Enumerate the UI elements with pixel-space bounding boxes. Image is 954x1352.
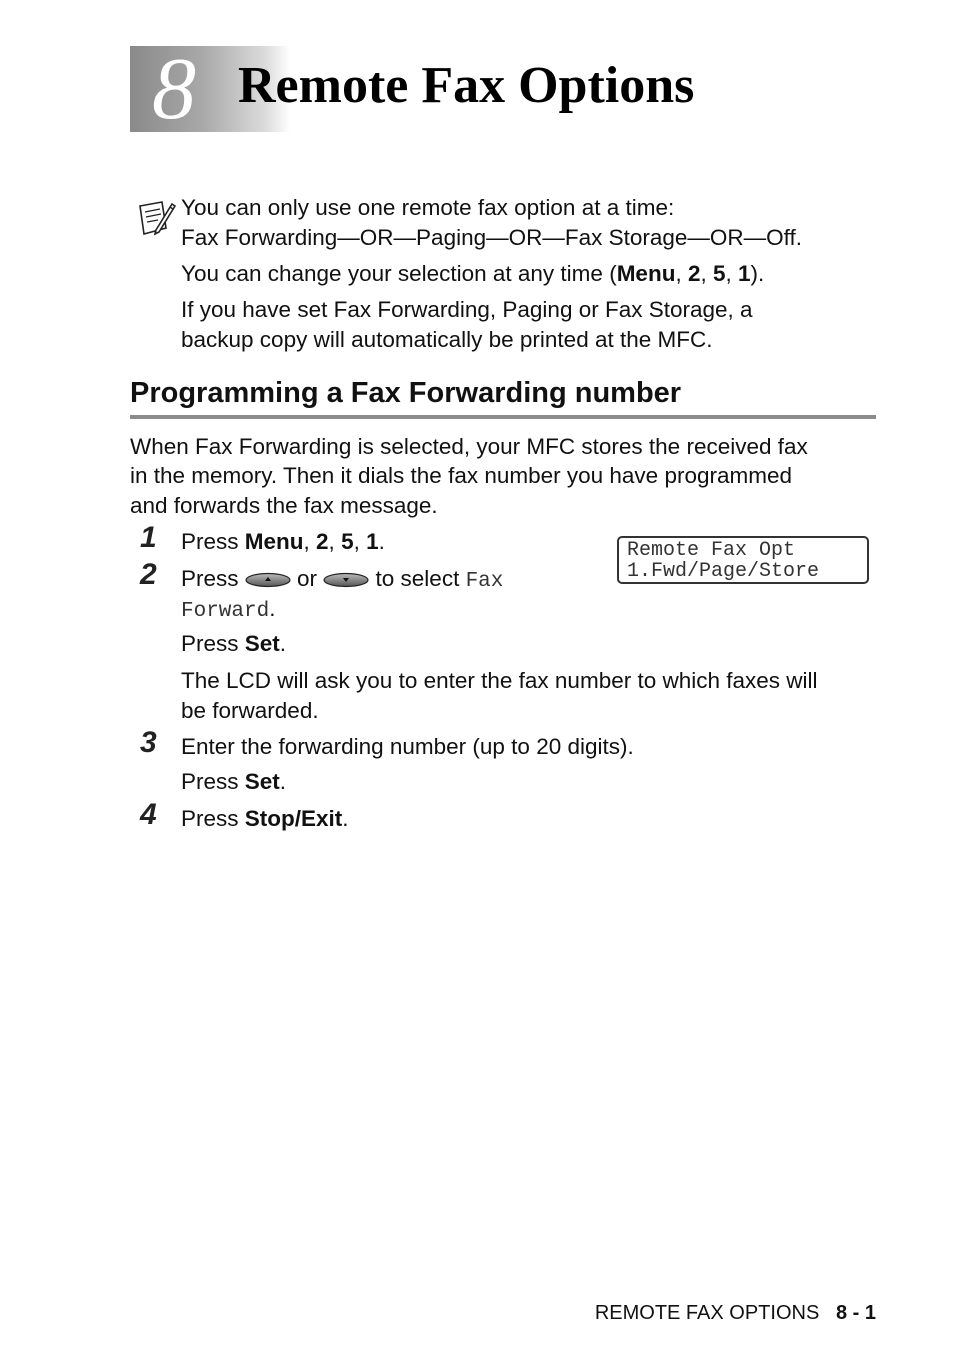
step-3-press-set: Press Set. [181, 769, 287, 794]
note-backup-line-1: If you have set Fax Forwarding, Paging or Fax Storage, a [181, 297, 753, 322]
page-footer [595, 1300, 876, 1326]
step-number-2: 2 [140, 558, 157, 591]
note-line-1: You can only use one remote fax option at a time: [181, 195, 675, 220]
step-number-4: 4 [140, 798, 157, 831]
intro-line-2: in the memory. Then it dials the fax number you have programmed [130, 463, 792, 488]
intro-line-1: When Fax Forwarding is selected, your MFC stores the received fax [130, 434, 808, 459]
chapter-title: Remote Fax Options [238, 57, 695, 114]
down-arrow-button-icon [323, 572, 369, 588]
step-number-1: 1 [140, 521, 157, 554]
step-4-text: Press Stop/Exit. [181, 806, 349, 831]
lcd-line-2: 1.Fwd/Page/Store [627, 560, 820, 583]
step-2-press-set: Press Set. [181, 631, 287, 656]
step-number-3: 3 [140, 726, 157, 759]
footer-page-number: 8 - 1 [835, 1302, 876, 1324]
note-change-selection: You can change your selection at any time (Menu, 2, 5, 1). [181, 261, 765, 286]
intro-line-3: and forwards the fax message. [130, 493, 438, 518]
step-2-lcd-ask-line-1: The LCD will ask you to enter the fax number to which faxes will [181, 668, 818, 693]
footer-label: REMOTE FAX OPTIONS [594, 1302, 820, 1324]
step-2-lcd-ask-line-2: be forwarded. [181, 698, 319, 723]
note-line-2: Fax Forwarding—OR—Paging—OR—Fax Storage—OR—Off. [181, 225, 803, 250]
step-1-text: Press Menu, 2, 5, 1. [181, 529, 385, 554]
note-backup-line-2: backup copy will automatically be printed at the MFC. [181, 327, 713, 352]
lcd-display [617, 536, 869, 584]
section-heading: Programming a Fax Forwarding number [130, 377, 682, 409]
lcd-line-1: Remote Fax Opt [627, 539, 796, 562]
up-arrow-button-icon [245, 572, 291, 588]
step-2-text: Press or to select Fax [181, 566, 504, 593]
section-divider [130, 415, 876, 419]
step-2-option-continued: Forward. [181, 596, 276, 623]
note-pencil-icon [136, 198, 176, 240]
step-3-text: Enter the forwarding number (up to 20 digits). [181, 734, 634, 759]
chapter-number: 8 [152, 41, 196, 138]
